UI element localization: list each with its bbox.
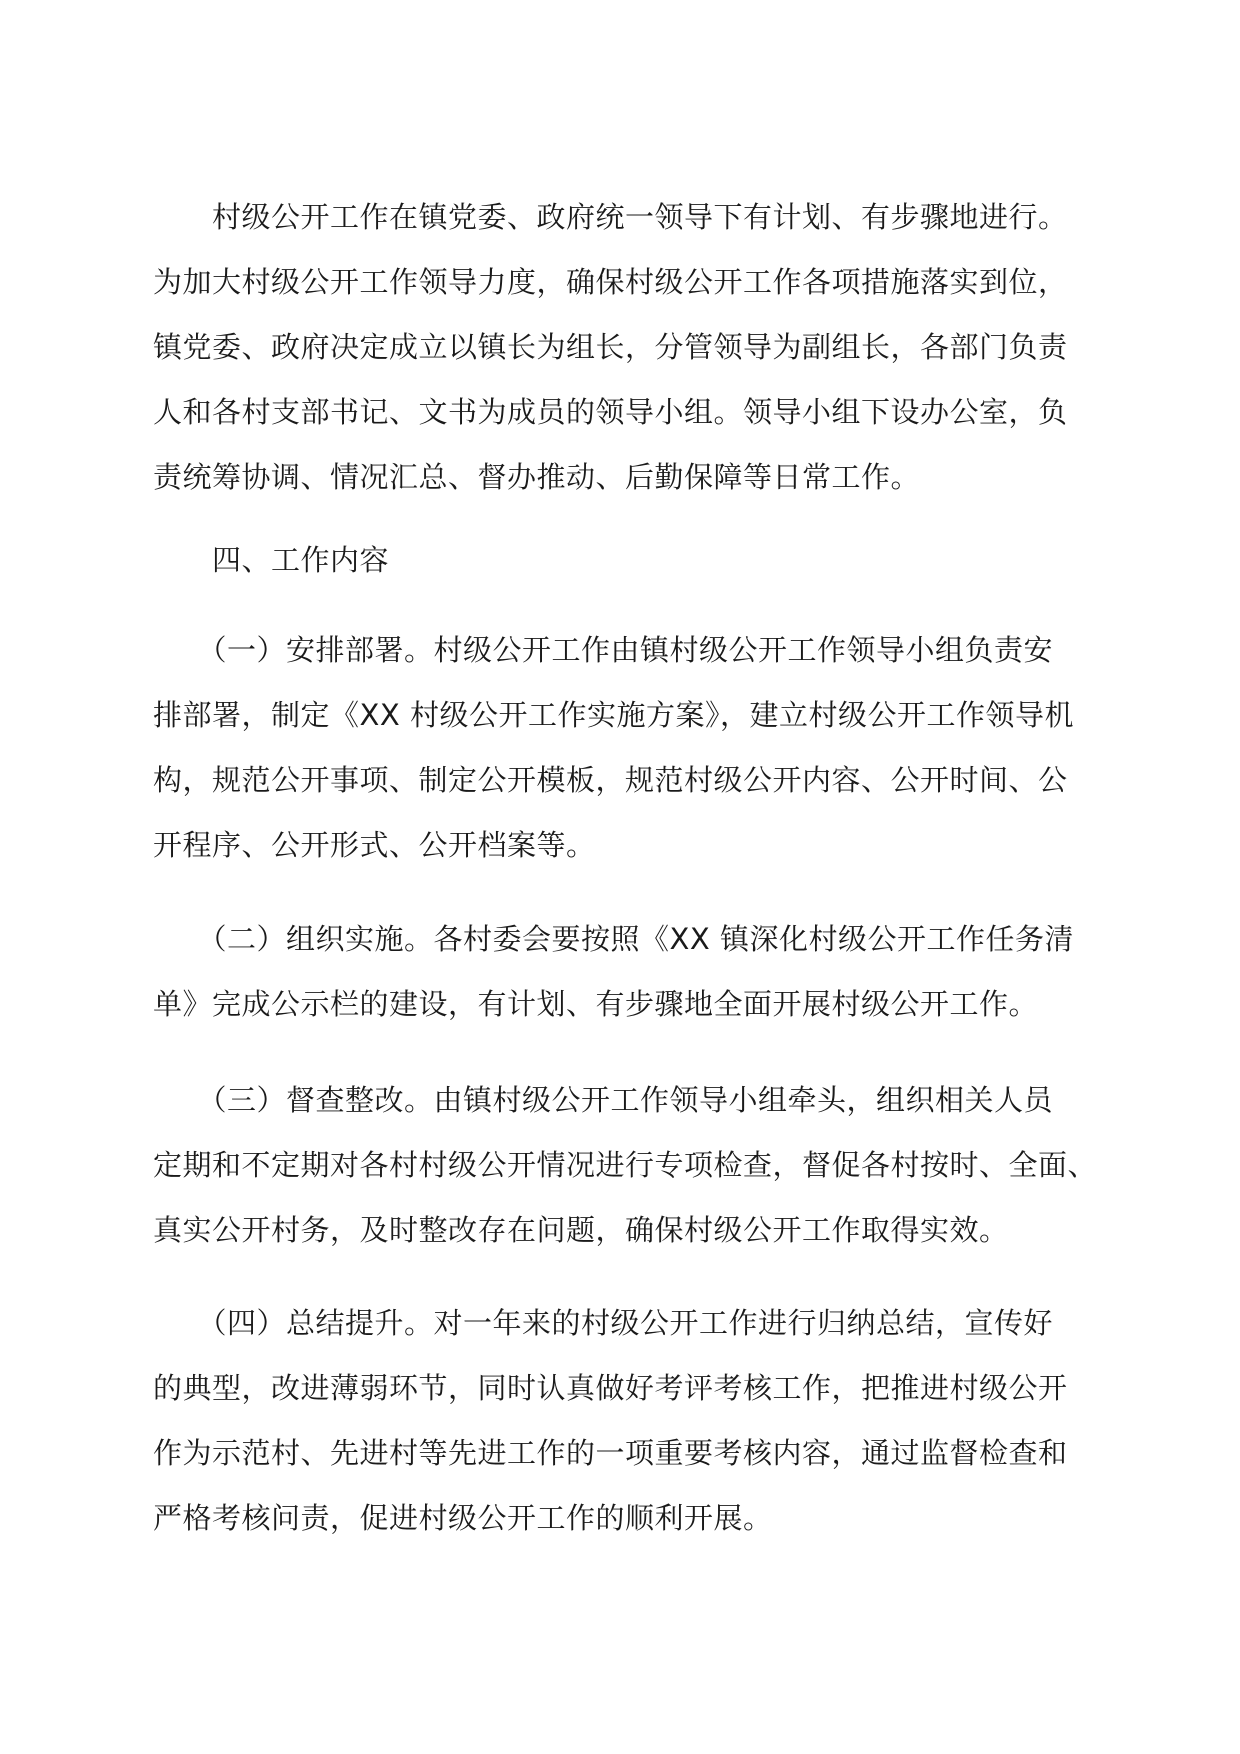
- paragraph-supervision: [153, 1068, 1098, 1263]
- text-line: （二）组织实施。各村委会要按照《XX 镇深化村级公开工作任务清: [153, 922, 1074, 956]
- section-heading: [153, 528, 1093, 593]
- text-line: 村级公开工作在镇党委、政府统一领导下有计划、有步骤地进行。: [153, 200, 1068, 234]
- text-line: 人和各村支部书记、文书为成员的领导小组。领导小组下设办公室，负: [153, 395, 1068, 429]
- text-line: （三）督查整改。由镇村级公开工作领导小组牵头，组织相关人员: [153, 1083, 1054, 1117]
- text-line: 为加大村级公开工作领导力度，确保村级公开工作各项措施落实到位，: [153, 265, 1068, 299]
- text-line: 作为示范村、先进村等先进工作的一项重要考核内容，通过监督检查和: [153, 1436, 1068, 1470]
- paragraph-implementation: [153, 907, 1093, 1037]
- text-line: 排部署，制定《XX 村级公开工作实施方案》，建立村级公开工作领导机: [153, 698, 1074, 732]
- text-line: （四）总结提升。对一年来的村级公开工作进行归纳总结，宣传好: [153, 1306, 1054, 1340]
- text-line: 的典型，改进薄弱环节，同时认真做好考评考核工作，把推进村级公开: [153, 1371, 1068, 1405]
- paragraph-summary: [153, 1291, 1093, 1551]
- text-line: 责统筹协调、情况汇总、督办推动、后勤保障等日常工作。: [153, 460, 921, 494]
- text-line: 开程序、公开形式、公开档案等。: [153, 828, 596, 862]
- paragraph-arrangement: [153, 618, 1093, 878]
- text-line: 定期和不定期对各村村级公开情况进行专项检查，督促各村按时、全面、: [153, 1148, 1098, 1182]
- paragraph-leadership: [153, 185, 1093, 510]
- text-line: （一）安排部署。村级公开工作由镇村级公开工作领导小组负责安: [153, 633, 1054, 667]
- section-heading-text: 四、工作内容: [153, 543, 390, 577]
- text-line: 严格考核问责，促进村级公开工作的顺利开展。: [153, 1501, 773, 1535]
- text-line: 镇党委、政府决定成立以镇长为组长，分管领导为副组长，各部门负责: [153, 330, 1068, 364]
- text-line: 单》完成公示栏的建设，有计划、有步骤地全面开展村级公开工作。: [153, 987, 1039, 1021]
- text-line: 构，规范公开事项、制定公开模板，规范村级公开内容、公开时间、公: [153, 763, 1068, 797]
- text-line: 真实公开村务，及时整改存在问题，确保村级公开工作取得实效。: [153, 1213, 1009, 1247]
